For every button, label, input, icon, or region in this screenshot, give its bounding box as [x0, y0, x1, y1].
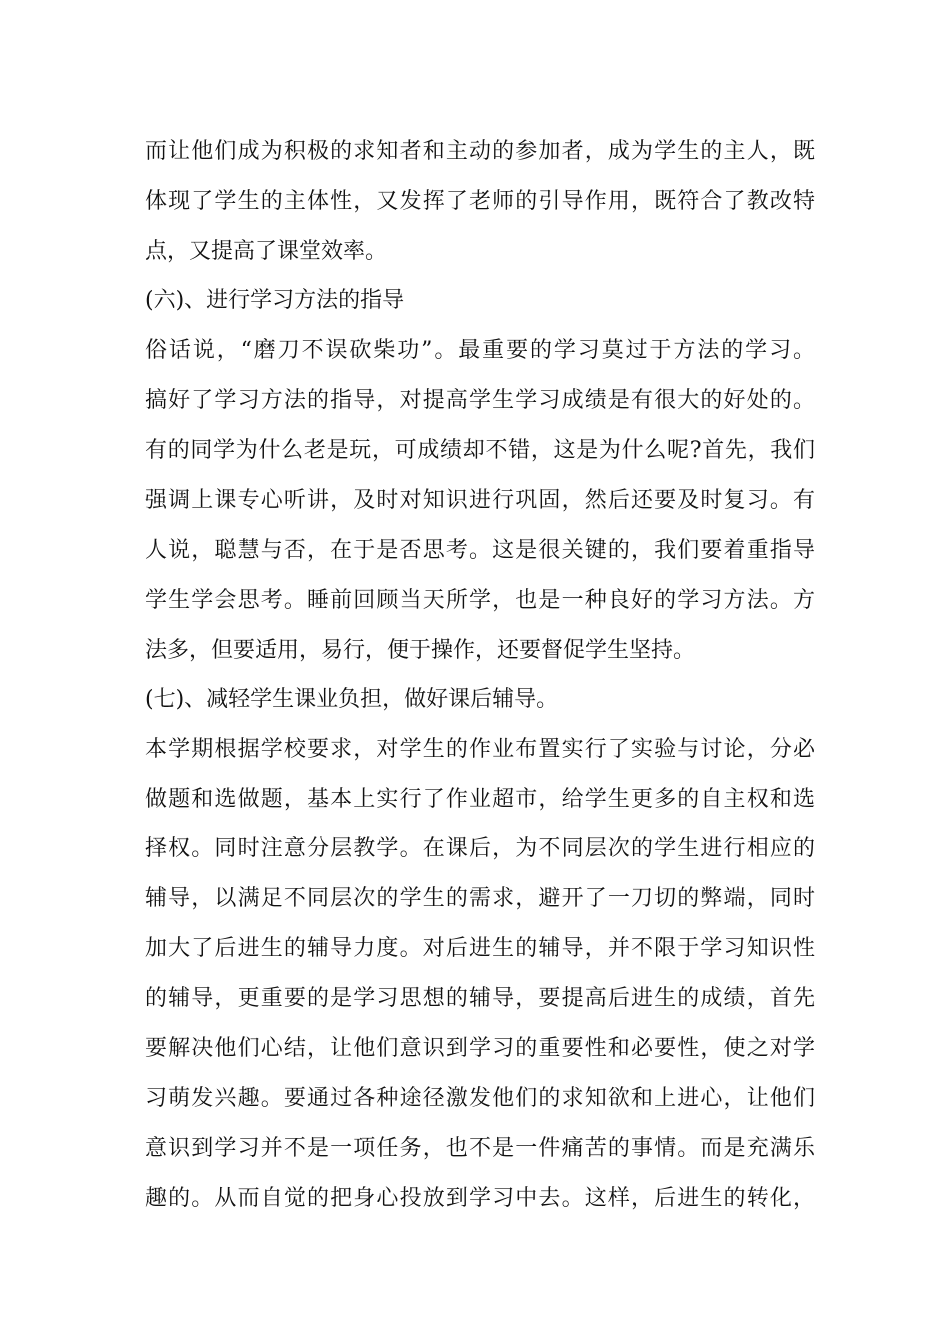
text-line: 意识到学习并不是一项任务，也不是一件痛苦的事情。而是充满乐: [145, 1136, 815, 1161]
text-line: 择权。同时注意分层教学。在课后，为不同层次的学生进行相应的: [145, 836, 815, 861]
text-line: 有的同学为什么老是玩，可成绩却不错，这是为什么呢?首先，我们: [145, 438, 815, 463]
text-line: 而让他们成为积极的求知者和主动的参加者，成为学生的主人，既: [145, 139, 815, 164]
text-line: 要解决他们心结，让他们意识到学习的重要性和必要性，使之对学: [145, 1036, 815, 1061]
text-line: 体现了学生的主体性，又发挥了老师的引导作用，既符合了教改特: [145, 189, 815, 214]
section-heading: (七)、减轻学生课业负担，做好课后辅导。: [145, 687, 559, 712]
text-line: 俗话说，“磨刀不误砍柴功”。最重要的学习莫过于方法的学习。: [145, 338, 815, 363]
text-line: 搞好了学习方法的指导，对提高学生学习成绩是有很大的好处的。: [145, 388, 815, 413]
text-line: 强调上课专心听讲，及时对知识进行巩固，然后还要及时复习。有: [145, 488, 815, 513]
text-line: 加大了后进生的辅导力度。对后进生的辅导，并不限于学习知识性: [145, 936, 815, 961]
text-line: 趣的。从而自觉的把身心投放到学习中去。这样，后进生的转化，: [145, 1186, 815, 1211]
text-line: 学生学会思考。睡前回顾当天所学，也是一种良好的学习方法。方: [145, 588, 815, 613]
text-line: 点，又提高了课堂效率。: [145, 239, 388, 264]
text-line: 做题和选做题，基本上实行了作业超市，给学生更多的自主权和选: [145, 787, 815, 812]
text-line: 的辅导，更重要的是学习思想的辅导，要提高后进生的成绩，首先: [145, 986, 815, 1011]
text-line: 法多，但要适用，易行，便于操作，还要督促学生坚持。: [145, 638, 696, 663]
text-line: 辅导，以满足不同层次的学生的需求，避开了一刀切的弊端，同时: [145, 886, 815, 911]
section-heading: (六)、进行学习方法的指导: [145, 288, 405, 313]
text-line: 本学期根据学校要求，对学生的作业布置实行了实验与讨论，分必: [145, 737, 815, 762]
text-line: 人说，聪慧与否，在于是否思考。这是很关键的，我们要着重指导: [145, 538, 815, 563]
text-line: 习萌发兴趣。要通过各种途径激发他们的求知欲和上进心，让他们: [145, 1086, 815, 1111]
